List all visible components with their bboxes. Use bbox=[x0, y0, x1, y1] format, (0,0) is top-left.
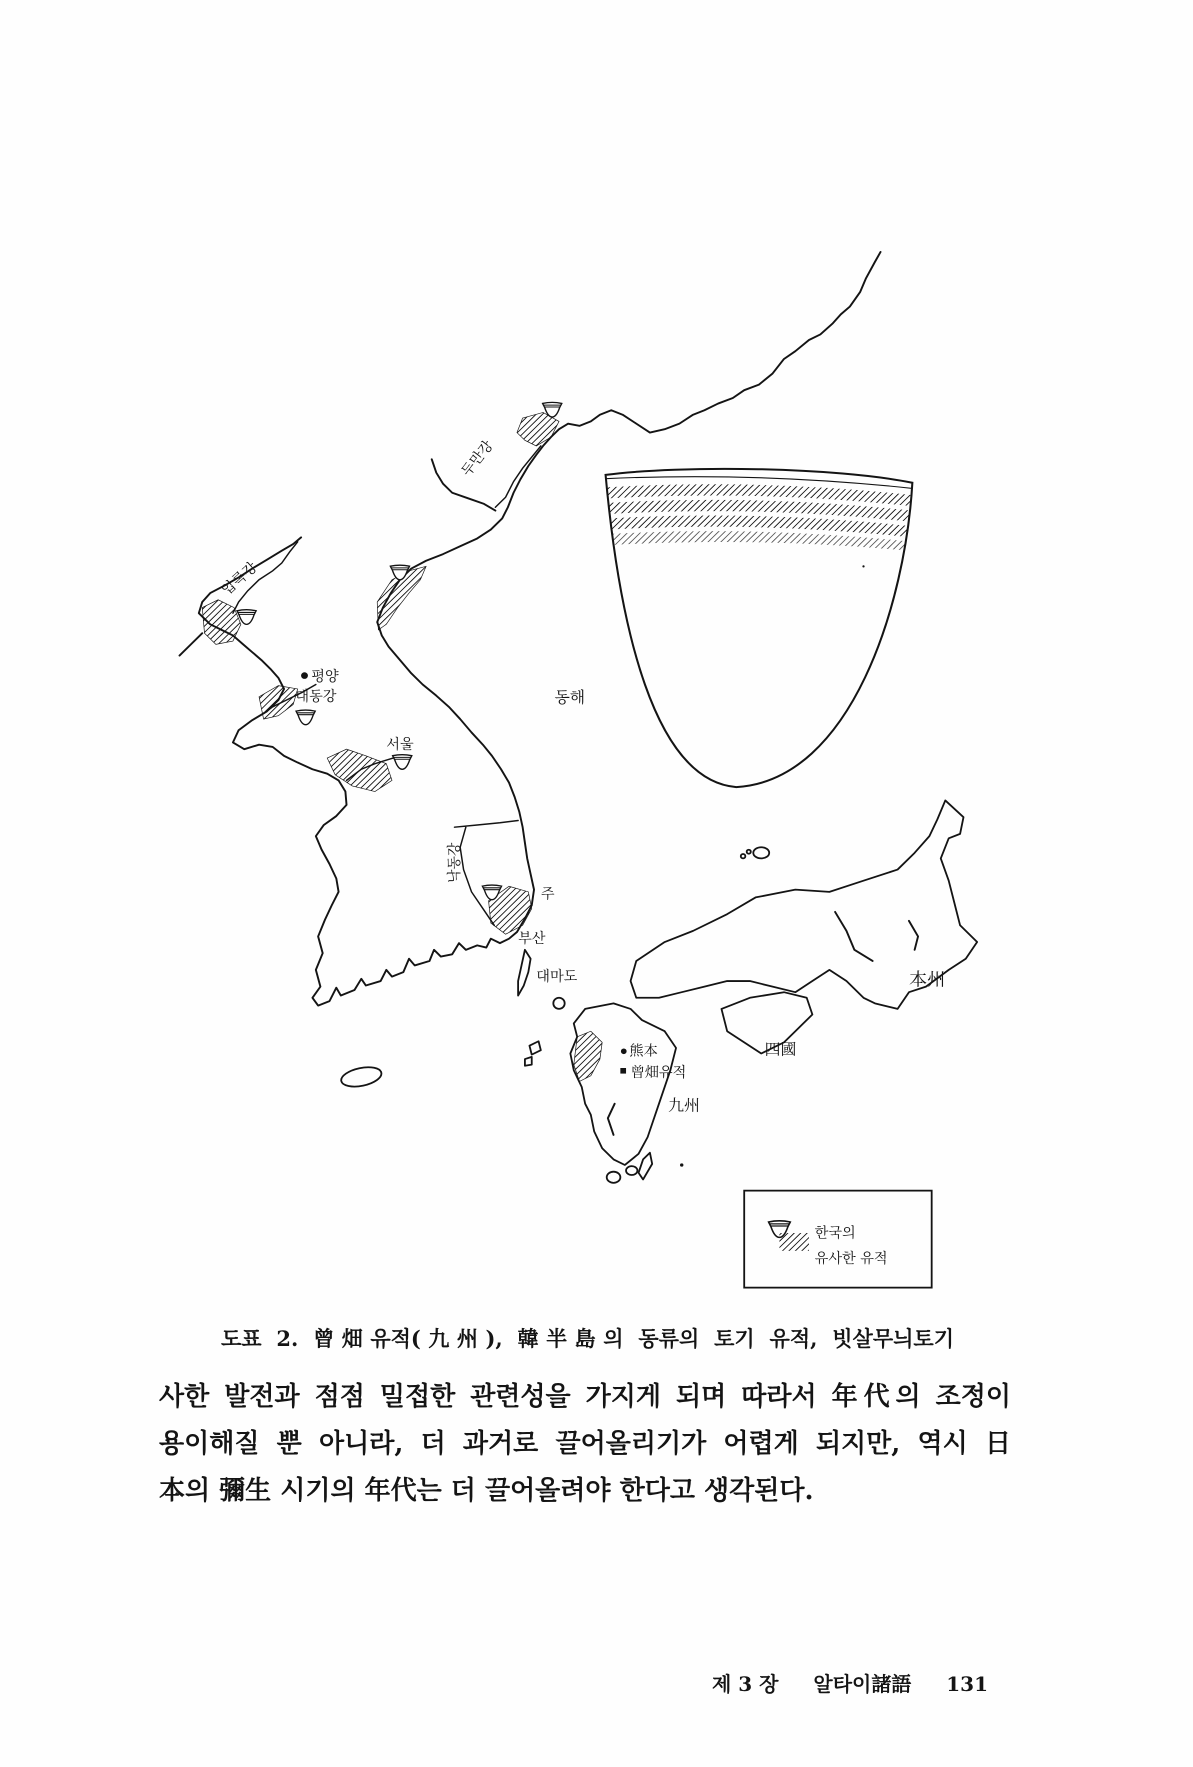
pot-icon bbox=[393, 755, 412, 770]
goto-island bbox=[529, 1041, 540, 1054]
yalu-river-label: 압록강 bbox=[219, 559, 261, 599]
seoul-label: 서울 bbox=[386, 737, 414, 754]
map-dot bbox=[680, 1163, 683, 1166]
honshu-label: 本州 bbox=[908, 969, 946, 991]
hatched-area-symbol bbox=[779, 1233, 809, 1251]
tumen-river-line bbox=[495, 446, 540, 507]
pyongyang-label: 평양 bbox=[311, 669, 339, 686]
southern-islet bbox=[626, 1166, 637, 1175]
shikoku-label: 四國 bbox=[764, 1039, 797, 1059]
kyushu-label: 九州 bbox=[668, 1095, 700, 1115]
sado-island bbox=[753, 847, 769, 858]
goto-island bbox=[525, 1057, 532, 1066]
tanegashima-island bbox=[639, 1153, 653, 1180]
liaodong-coastline bbox=[180, 633, 203, 655]
hatched-site-area bbox=[327, 749, 392, 791]
kumamoto-label: 熊本 bbox=[629, 1043, 658, 1060]
legend-line-2: 유사한 유적 bbox=[814, 1251, 888, 1268]
legend-line-1: 한국의 bbox=[814, 1225, 856, 1242]
east-sea-label: 동해 bbox=[554, 687, 586, 707]
page-number: 131 bbox=[946, 1672, 988, 1696]
figure-caption: 도표 2. 曾畑유적(九州), 韓半島의 동류의 토기 유적, 빗살무늬토기 bbox=[221, 1326, 954, 1351]
hatched-site-area bbox=[259, 686, 298, 719]
oki-islet bbox=[747, 850, 751, 854]
tumen-river-label: 두만강 bbox=[458, 438, 497, 480]
page-footer bbox=[712, 1668, 988, 1700]
southern-islet bbox=[607, 1172, 621, 1183]
sobata-site-marker bbox=[620, 1068, 626, 1074]
busan-label: 부산 bbox=[518, 931, 546, 948]
body-text-line: 사한 발전과 점점 밀접한 관련성을 가지게 되며 따라서 年代의 조정이 bbox=[159, 1382, 1011, 1412]
kyushu-outline bbox=[570, 1003, 676, 1165]
ju-label: 주 bbox=[540, 886, 555, 903]
oki-islet bbox=[741, 854, 746, 858]
kumamoto-marker bbox=[621, 1048, 627, 1054]
pot-icon bbox=[296, 710, 315, 725]
body-text-line: 용이해질 뿐 아니라, 더 과거로 끌어올리기가 어렵게 되지만, 역시 日 bbox=[159, 1429, 1011, 1459]
iki-island bbox=[553, 998, 564, 1009]
nakdong-river-label: 낙동강 bbox=[446, 842, 464, 883]
comb-pattern-pot-drawing bbox=[591, 469, 932, 787]
chapter-title: 알타이諸語 bbox=[813, 1672, 912, 1696]
jeju-island bbox=[339, 1064, 383, 1090]
map-legend bbox=[744, 1191, 931, 1288]
tsushima-island bbox=[518, 950, 530, 996]
tsushima-label: 대마도 bbox=[536, 969, 578, 986]
body-text-line: 本의 彌生 시기의 年代는 더 끌어올려야 한다고 생각된다. bbox=[159, 1476, 814, 1506]
pyongyang-marker bbox=[301, 672, 308, 679]
sobata-site-label: 曾畑유적 bbox=[630, 1065, 687, 1081]
daedong-river-label: 대동강 bbox=[295, 689, 337, 706]
chapter-number: 제 3 장 bbox=[712, 1672, 779, 1696]
